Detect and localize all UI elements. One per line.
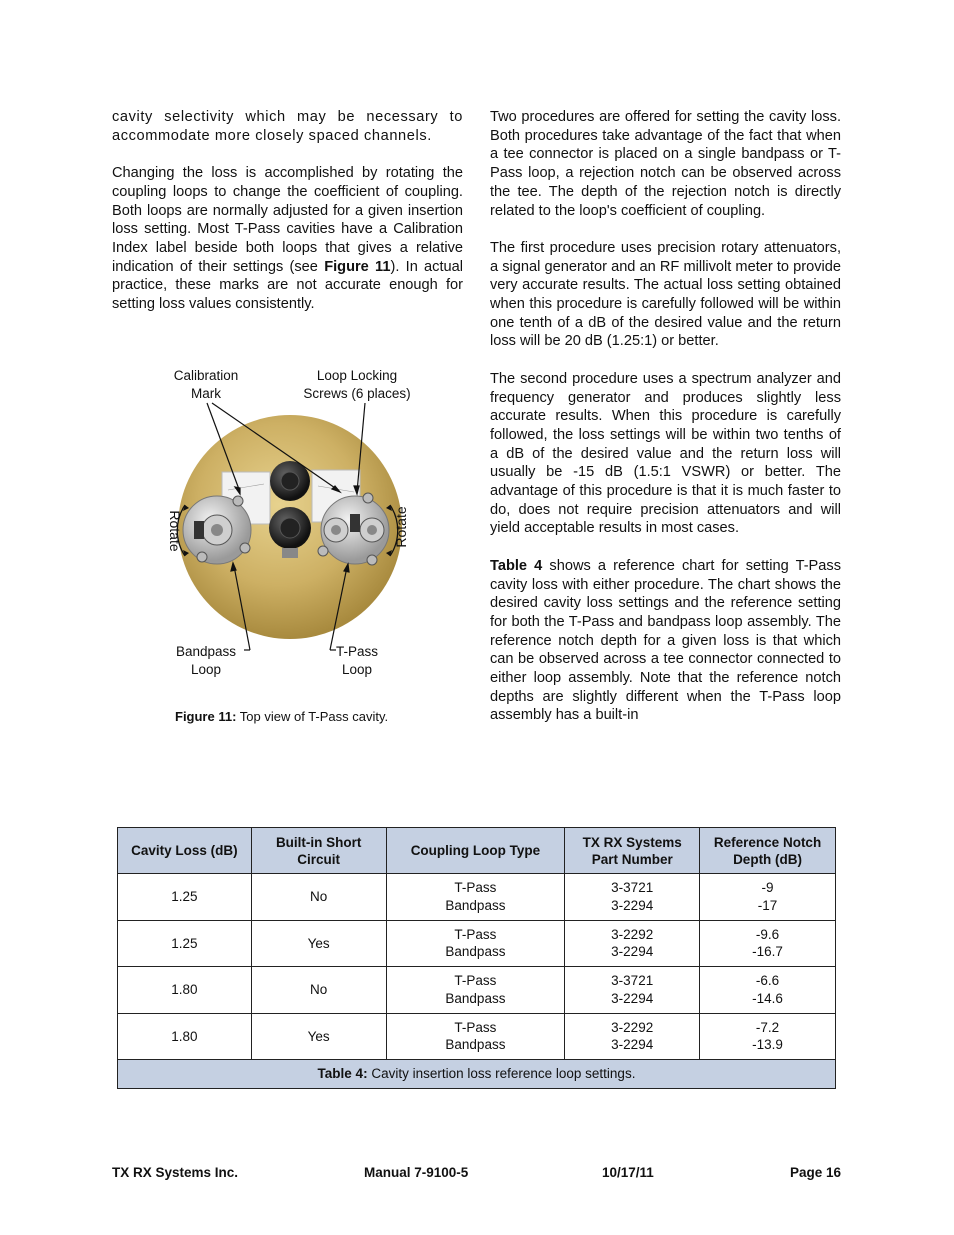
cell-notch-depth [700,920,836,967]
locking-screw-icon [233,496,243,506]
footer-date: 10/17/11 [602,1165,654,1180]
cell-line: Bandpass [445,990,506,1006]
locking-screw-icon [318,546,328,556]
table-row [118,920,836,967]
header-line: Reference Notch [713,834,822,850]
bandpass-loop-badge [194,521,204,539]
header-built-in-short [251,828,386,874]
header-part-number [565,828,700,874]
label-calibration-mark [160,367,252,403]
cell-built-in-short: No [251,874,386,921]
header-notch-depth [700,828,836,874]
paragraph-selectivity: cavity selectivity which may be necessary to accommodate more closely spaced channels. [112,109,463,144]
footer-page-number: Page 16 [789,1165,841,1180]
cell-part-number [565,920,700,967]
header-coupling-loop-type: Coupling Loop Type [386,828,565,874]
cell-part-number [565,1013,700,1060]
label-line: Bandpass [175,644,237,659]
bandpass-loop-pin [211,524,223,536]
header-line: Built-in Short [275,834,362,850]
caption-text: Top view of T-Pass cavity. [236,709,389,724]
cell-line: Bandpass [445,944,506,960]
cell-line: T-Pass [454,973,497,989]
table-row [118,874,836,921]
table-caption-row [118,1060,836,1089]
cell-line: Bandpass [445,897,506,913]
cell-cavity-loss: 1.25 [118,920,252,967]
label-locking-screws [296,367,418,403]
rotate-label-left: Rotate [167,510,183,552]
cell-line: -14.6 [752,990,783,1006]
cell-loop-type [386,1013,565,1060]
paragraph-text: ). In actual practice, these marks are not accurate enough for setting loss values consistently. [112,258,464,313]
paragraph-second-procedure: The second procedure uses a spectrum analyzer and frequency generator and produces slightly less accurate results. When this procedure is carefully followed, the loss settings will be within two tenths of a dB of the desired value and the return loss will usually be -15 dB (1.5:1 VSWR) or better. The advantage of this procedure is that it is much faster to do, does not require precision attenuators and will yield acceptable results in most cases. [490,370,841,537]
cell-built-in-short: Yes [251,1013,386,1060]
paragraph-changing-loss [112,164,463,314]
paragraph-text: shows a reference chart for setting T-Pass cavity loss with either procedure. The chart shows the desired cavity loss settings and the reference setting for both the T-Pass and bandpass loop assembly. The reference notch depth for a given loss is that which can be observed across a tee connector connected to either loop assembly. Note that the reference notch depths are slightly different when the T-Pass loop assembly has a built-in [490,557,841,724]
rotate-label-right: Rotate [393,506,409,548]
locking-screw-icon [240,543,250,553]
cell-part-number [565,874,700,921]
figure-caption [175,709,388,724]
locking-screw-icon [367,555,377,565]
caption-label: Table 4: [317,1066,368,1082]
tuning-rod-base [282,548,298,558]
cell-line: -17 [757,897,778,913]
right-column [490,108,841,744]
header-cavity-loss: Cavity Loss (dB) [118,828,252,874]
cell-notch-depth [700,1013,836,1060]
cell-line: T-Pass [454,926,497,942]
cell-line: -9.6 [755,926,780,942]
tuning-knob-center [280,518,300,538]
table-header-row [118,828,836,874]
cell-notch-depth [700,874,836,921]
tpass-loop-pin [367,525,377,535]
label-line: Loop [190,662,222,677]
paragraph-text: Changing the loss is accomplished by rotating the coupling loops to change the coefficient of coupling. Both loops are normally adjusted for a given insertion loss setting. Most T-Pass cavities have a Calibration Index label beside both loops that gives a relative indication of their settings (see [112,165,463,275]
locking-screw-icon [197,552,207,562]
footer-manual: Manual 7-9100-5 [364,1165,469,1180]
header-line: Circuit [297,851,341,867]
label-line: Screws (6 places) [303,386,411,401]
cell-line: T-Pass [454,1019,497,1035]
caption-text: Cavity insertion loss reference loop settings. [367,1066,636,1082]
table-reference: Table 4 [490,557,543,574]
left-column [112,108,463,332]
cell-line: T-Pass [454,880,497,896]
cell-line: 3-2294 [611,897,654,913]
label-line: T-Pass [335,644,378,659]
cell-cavity-loss: 1.25 [118,874,252,921]
cell-line: -16.7 [752,944,783,960]
tpass-cavity-figure [160,400,460,700]
cell-loop-type [386,920,565,967]
cell-line: 3-2294 [611,944,654,960]
cell-built-in-short: No [251,967,386,1014]
cell-line: Bandpass [445,1037,506,1053]
cell-loop-type [386,967,565,1014]
tuning-knob-center [281,472,299,490]
cell-built-in-short: Yes [251,920,386,967]
cell-line: -6.6 [755,973,780,989]
header-line: Depth (dB) [733,851,803,867]
cell-line: 3-2292 [611,1019,654,1035]
paragraph-table-reference [490,557,841,725]
label-line: Mark [191,386,221,401]
cell-line: -13.9 [752,1037,783,1053]
tpass-loop-badge [350,514,360,532]
cell-cavity-loss: 1.80 [118,967,252,1014]
label-line: Loop [341,662,373,677]
caption-label: Figure 11: [175,709,237,724]
cell-line: -9 [761,880,774,896]
header-line: Part Number [591,851,673,867]
label-line: Calibration [173,368,239,383]
footer-company: TX RX Systems Inc. [112,1165,239,1180]
label-line: Loop Locking [316,368,398,383]
cell-line: 3-2292 [611,926,654,942]
cell-line: 3-2294 [611,990,654,1006]
tpass-loop-pin [331,525,341,535]
paragraph-two-procedures: Two procedures are offered for setting the cavity loss. Both procedures take advantage of the fact that when a tee connector is placed on a single bandpass or T-Pass loop, a rejection notch can be observed across the tee. The depth of the rejection notch is directly related to the loop's coefficient of coupling. [490,109,841,219]
loss-reference-table [117,827,836,1089]
cell-notch-depth [700,967,836,1014]
cell-loop-type [386,874,565,921]
paragraph-first-procedure: The first procedure uses precision rotary attenuators, a signal generator and an RF millivolt meter to provide very accurate results. The actual loss setting obtained when this procedure is carefully followed will be within one tenth of a dB of the desired value and the return loss will be 20 dB (1.25:1) or better. [490,239,841,350]
cell-line: -7.2 [755,1019,780,1035]
table-caption [118,1060,836,1089]
figure-reference: Figure 11 [324,258,391,275]
cell-line: 3-2294 [611,1037,654,1053]
cell-line: 3-3721 [611,973,654,989]
table-row [118,967,836,1014]
header-line: TX RX Systems [582,834,682,850]
cell-line: 3-3721 [611,880,654,896]
locking-screw-icon [363,493,373,503]
cell-part-number [565,967,700,1014]
table-row [118,1013,836,1060]
page-footer [112,1165,841,1183]
cell-cavity-loss: 1.80 [118,1013,252,1060]
